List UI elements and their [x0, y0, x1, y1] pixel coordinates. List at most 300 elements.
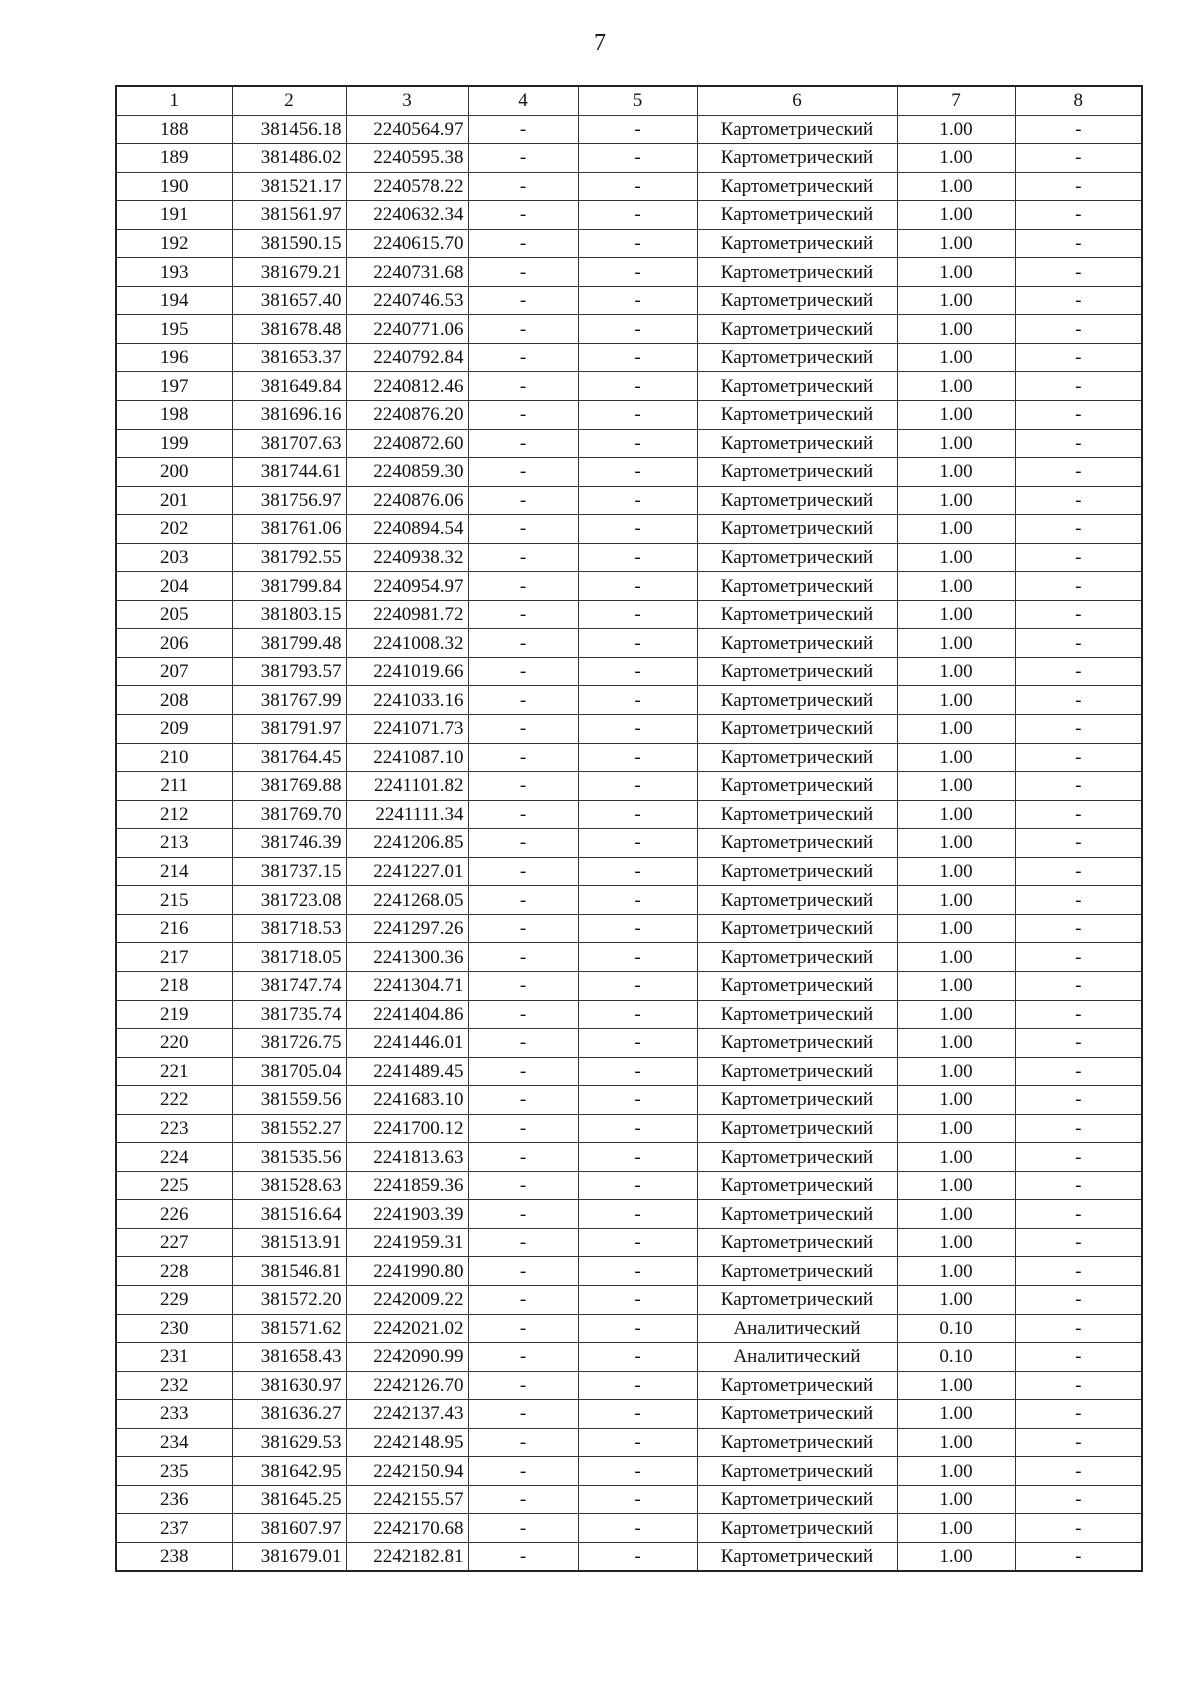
- table-cell: -: [468, 1143, 578, 1172]
- table-cell: 381735.74: [232, 1000, 346, 1029]
- table-cell: 2241268.05: [346, 886, 468, 915]
- table-cell: Картометрический: [697, 343, 897, 372]
- table-cell: -: [468, 372, 578, 401]
- table-cell: 1.00: [897, 857, 1015, 886]
- table-cell: 381769.88: [232, 772, 346, 801]
- table-cell: 1.00: [897, 201, 1015, 230]
- table-cell: 2242182.81: [346, 1542, 468, 1571]
- table-cell: 1.00: [897, 1057, 1015, 1086]
- table-cell: -: [1015, 1485, 1142, 1514]
- table-cell: 2241304.71: [346, 971, 468, 1000]
- table-cell: -: [468, 971, 578, 1000]
- table-cell: -: [468, 401, 578, 430]
- table-cell: -: [1015, 1285, 1142, 1314]
- table-cell: Картометрический: [697, 372, 897, 401]
- table-cell: -: [1015, 1000, 1142, 1029]
- table-cell: 1.00: [897, 1000, 1015, 1029]
- table-cell: Картометрический: [697, 1143, 897, 1172]
- table-cell: 2240595.38: [346, 144, 468, 173]
- table-row: [116, 401, 1142, 430]
- table-cell: 381744.61: [232, 458, 346, 487]
- table-row: [116, 1057, 1142, 1086]
- table-cell: 2242150.94: [346, 1457, 468, 1486]
- table-cell: 2240792.84: [346, 343, 468, 372]
- table-cell: -: [468, 1285, 578, 1314]
- table-cell: 1.00: [897, 572, 1015, 601]
- table-cell: 233: [116, 1400, 232, 1429]
- table-cell: 1.00: [897, 1428, 1015, 1457]
- table-cell: 217: [116, 943, 232, 972]
- table-cell: Картометрический: [697, 429, 897, 458]
- table-cell: 381630.97: [232, 1371, 346, 1400]
- table-row: [116, 172, 1142, 201]
- table-cell: -: [578, 1029, 697, 1058]
- table-row: [116, 914, 1142, 943]
- table-cell: 2241019.66: [346, 657, 468, 686]
- table-row: [116, 1257, 1142, 1286]
- table-cell: -: [1015, 1343, 1142, 1372]
- table-cell: 1.00: [897, 800, 1015, 829]
- table-row: [116, 229, 1142, 258]
- table-cell: 2240564.97: [346, 115, 468, 144]
- table-cell: -: [1015, 372, 1142, 401]
- table-cell: -: [578, 1114, 697, 1143]
- table-cell: Картометрический: [697, 458, 897, 487]
- table-cell: 381528.63: [232, 1171, 346, 1200]
- table-cell: 1.00: [897, 1457, 1015, 1486]
- table-cell: -: [578, 1200, 697, 1229]
- table-cell: 2241300.36: [346, 943, 468, 972]
- table-cell: 1.00: [897, 229, 1015, 258]
- table-cell: 225: [116, 1171, 232, 1200]
- table-cell: 381590.15: [232, 229, 346, 258]
- table-cell: 381657.40: [232, 286, 346, 315]
- table-cell: -: [578, 943, 697, 972]
- table-row: [116, 1029, 1142, 1058]
- table-cell: 381791.97: [232, 715, 346, 744]
- table-cell: -: [578, 1086, 697, 1115]
- table-cell: -: [468, 343, 578, 372]
- table-cell: 198: [116, 401, 232, 430]
- table-cell: -: [1015, 715, 1142, 744]
- table-cell: Картометрический: [697, 1457, 897, 1486]
- table-cell: -: [1015, 971, 1142, 1000]
- table-cell: -: [468, 315, 578, 344]
- table-cell: -: [578, 772, 697, 801]
- table-cell: -: [1015, 1400, 1142, 1429]
- table-cell: Картометрический: [697, 515, 897, 544]
- table-cell: -: [1015, 886, 1142, 915]
- table-cell: 2241446.01: [346, 1029, 468, 1058]
- table-cell: -: [1015, 1542, 1142, 1571]
- table-cell: 381769.70: [232, 800, 346, 829]
- table-cell: 192: [116, 229, 232, 258]
- table-cell: 381678.48: [232, 315, 346, 344]
- table-row: [116, 1200, 1142, 1229]
- table-cell: 2240872.60: [346, 429, 468, 458]
- table-cell: Картометрический: [697, 886, 897, 915]
- table-cell: 1.00: [897, 515, 1015, 544]
- table-cell: Картометрический: [697, 486, 897, 515]
- table-cell: -: [578, 144, 697, 173]
- table-cell: -: [468, 172, 578, 201]
- table-cell: Картометрический: [697, 315, 897, 344]
- table-cell: 208: [116, 686, 232, 715]
- table-row: [116, 144, 1142, 173]
- table-cell: -: [468, 229, 578, 258]
- table-cell: 1.00: [897, 372, 1015, 401]
- table-cell: Картометрический: [697, 286, 897, 315]
- table-cell: -: [468, 600, 578, 629]
- table-cell: Картометрический: [697, 1371, 897, 1400]
- table-row: [116, 1171, 1142, 1200]
- table-cell: 381653.37: [232, 343, 346, 372]
- table-row: [116, 1514, 1142, 1543]
- table-cell: 206: [116, 629, 232, 658]
- table-cell: 2240615.70: [346, 229, 468, 258]
- table-cell: 213: [116, 829, 232, 858]
- table-cell: -: [468, 629, 578, 658]
- table-cell: 1.00: [897, 743, 1015, 772]
- table-cell: -: [468, 1343, 578, 1372]
- table-cell: 236: [116, 1485, 232, 1514]
- table-cell: -: [578, 372, 697, 401]
- table-cell: -: [1015, 1428, 1142, 1457]
- table-cell: -: [578, 1542, 697, 1571]
- table-cell: -: [468, 943, 578, 972]
- table-cell: 189: [116, 144, 232, 173]
- table-cell: 1.00: [897, 1200, 1015, 1229]
- table-cell: 2240894.54: [346, 515, 468, 544]
- table-cell: -: [1015, 1371, 1142, 1400]
- table-cell: 230: [116, 1314, 232, 1343]
- table-cell: 2241489.45: [346, 1057, 468, 1086]
- table-row: [116, 258, 1142, 287]
- table-cell: -: [1015, 572, 1142, 601]
- table-cell: Картометрический: [697, 1171, 897, 1200]
- table-cell: -: [468, 715, 578, 744]
- table-cell: -: [578, 429, 697, 458]
- table-cell: 0.10: [897, 1314, 1015, 1343]
- table-cell: Картометрический: [697, 144, 897, 173]
- table-cell: 1.00: [897, 600, 1015, 629]
- table-cell: Картометрический: [697, 1000, 897, 1029]
- table-cell: -: [468, 1428, 578, 1457]
- table-cell: 224: [116, 1143, 232, 1172]
- table-cell: 381761.06: [232, 515, 346, 544]
- table-cell: 2240938.32: [346, 543, 468, 572]
- table-cell: -: [1015, 800, 1142, 829]
- table-row: [116, 1542, 1142, 1571]
- table-cell: -: [468, 1485, 578, 1514]
- table-cell: 196: [116, 343, 232, 372]
- table-cell: 199: [116, 429, 232, 458]
- table-cell: -: [578, 286, 697, 315]
- table-cell: Картометрический: [697, 1485, 897, 1514]
- table-cell: -: [468, 772, 578, 801]
- table-cell: Картометрический: [697, 1200, 897, 1229]
- table-cell: -: [1015, 1228, 1142, 1257]
- table-cell: -: [1015, 515, 1142, 544]
- table-cell: 202: [116, 515, 232, 544]
- table-cell: -: [578, 1000, 697, 1029]
- table-cell: 381649.84: [232, 372, 346, 401]
- table-cell: -: [468, 258, 578, 287]
- table-row: [116, 600, 1142, 629]
- table-cell: 1.00: [897, 286, 1015, 315]
- table-cell: -: [468, 572, 578, 601]
- table-cell: -: [578, 1228, 697, 1257]
- table-cell: 2242009.22: [346, 1285, 468, 1314]
- table-cell: -: [468, 1086, 578, 1115]
- table-cell: Картометрический: [697, 914, 897, 943]
- table-cell: -: [578, 343, 697, 372]
- coordinates-table: [115, 85, 1143, 1572]
- table-row: [116, 1343, 1142, 1372]
- table-cell: 381561.97: [232, 201, 346, 230]
- table-cell: Картометрический: [697, 543, 897, 572]
- table-cell: -: [1015, 629, 1142, 658]
- column-header: 5: [578, 86, 697, 115]
- table-cell: -: [468, 886, 578, 915]
- table-cell: Картометрический: [697, 1514, 897, 1543]
- table-cell: 381767.99: [232, 686, 346, 715]
- table-cell: Картометрический: [697, 629, 897, 658]
- table-cell: 381535.56: [232, 1143, 346, 1172]
- table-cell: 212: [116, 800, 232, 829]
- table-cell: 381679.21: [232, 258, 346, 287]
- table-cell: 1.00: [897, 914, 1015, 943]
- table-cell: -: [468, 429, 578, 458]
- table-cell: -: [468, 914, 578, 943]
- table-cell: -: [1015, 1314, 1142, 1343]
- table-cell: -: [578, 657, 697, 686]
- table-cell: 1.00: [897, 543, 1015, 572]
- table-cell: -: [578, 1314, 697, 1343]
- table-row: [116, 115, 1142, 144]
- table-cell: -: [578, 629, 697, 658]
- table-cell: 1.00: [897, 715, 1015, 744]
- table-cell: Картометрический: [697, 1029, 897, 1058]
- table-cell: 228: [116, 1257, 232, 1286]
- table-cell: -: [578, 1485, 697, 1514]
- table-cell: 1.00: [897, 1029, 1015, 1058]
- table-cell: -: [578, 172, 697, 201]
- table-row: [116, 429, 1142, 458]
- table-cell: 1.00: [897, 1514, 1015, 1543]
- table-row: [116, 1371, 1142, 1400]
- table-cell: 381607.97: [232, 1514, 346, 1543]
- table-cell: Картометрический: [697, 1400, 897, 1429]
- table-cell: 2240632.34: [346, 201, 468, 230]
- table-cell: -: [468, 515, 578, 544]
- table-cell: 1.00: [897, 1143, 1015, 1172]
- table-cell: 1.00: [897, 1371, 1015, 1400]
- table-row: [116, 1428, 1142, 1457]
- table-cell: -: [1015, 201, 1142, 230]
- table-cell: 381572.20: [232, 1285, 346, 1314]
- table-cell: -: [468, 115, 578, 144]
- table-cell: 2241859.36: [346, 1171, 468, 1200]
- table-cell: -: [468, 458, 578, 487]
- table-cell: 1.00: [897, 629, 1015, 658]
- table-row: [116, 971, 1142, 1000]
- table-cell: Картометрический: [697, 1428, 897, 1457]
- table-cell: -: [578, 572, 697, 601]
- table-cell: 215: [116, 886, 232, 915]
- table-cell: 2241683.10: [346, 1086, 468, 1115]
- table-cell: 195: [116, 315, 232, 344]
- table-cell: 188: [116, 115, 232, 144]
- table-row: [116, 686, 1142, 715]
- table-row: [116, 629, 1142, 658]
- table-cell: 1.00: [897, 829, 1015, 858]
- table-cell: 2241903.39: [346, 1200, 468, 1229]
- table-cell: 381629.53: [232, 1428, 346, 1457]
- table-cell: Картометрический: [697, 829, 897, 858]
- table-cell: -: [468, 1000, 578, 1029]
- table-cell: 1.00: [897, 1485, 1015, 1514]
- table-cell: 381658.43: [232, 1343, 346, 1372]
- table-cell: -: [468, 829, 578, 858]
- table-cell: 2240731.68: [346, 258, 468, 287]
- table-cell: Картометрический: [697, 1228, 897, 1257]
- table-cell: 2242021.02: [346, 1314, 468, 1343]
- table-cell: Картометрический: [697, 1285, 897, 1314]
- table-cell: 2241087.10: [346, 743, 468, 772]
- table-cell: 381636.27: [232, 1400, 346, 1429]
- table-row: [116, 772, 1142, 801]
- table-cell: 235: [116, 1457, 232, 1486]
- table-cell: 1.00: [897, 1114, 1015, 1143]
- table-cell: 1.00: [897, 258, 1015, 287]
- table-cell: 1.00: [897, 486, 1015, 515]
- table-cell: 218: [116, 971, 232, 1000]
- table-cell: 2241227.01: [346, 857, 468, 886]
- table-cell: 381559.56: [232, 1086, 346, 1115]
- table-cell: Картометрический: [697, 1086, 897, 1115]
- table-cell: -: [1015, 943, 1142, 972]
- table-cell: -: [578, 543, 697, 572]
- table-cell: 2242137.43: [346, 1400, 468, 1429]
- table-row: [116, 943, 1142, 972]
- table-cell: 2240812.46: [346, 372, 468, 401]
- table-cell: 219: [116, 1000, 232, 1029]
- table-row: [116, 715, 1142, 744]
- table-cell: -: [578, 886, 697, 915]
- table-cell: 1.00: [897, 1285, 1015, 1314]
- table-cell: -: [468, 1542, 578, 1571]
- table-cell: 2242170.68: [346, 1514, 468, 1543]
- table-cell: 381645.25: [232, 1485, 346, 1514]
- table-cell: 201: [116, 486, 232, 515]
- table-cell: 2242126.70: [346, 1371, 468, 1400]
- table-cell: Картометрический: [697, 1257, 897, 1286]
- table-cell: -: [1015, 144, 1142, 173]
- table-cell: 2241008.32: [346, 629, 468, 658]
- table-cell: 381726.75: [232, 1029, 346, 1058]
- table-cell: 1.00: [897, 1257, 1015, 1286]
- table-cell: 2240876.06: [346, 486, 468, 515]
- table-row: [116, 315, 1142, 344]
- table-cell: -: [1015, 829, 1142, 858]
- table-cell: 2240981.72: [346, 600, 468, 629]
- table-cell: 381803.15: [232, 600, 346, 629]
- table-cell: 381718.05: [232, 943, 346, 972]
- table-cell: 1.00: [897, 343, 1015, 372]
- column-header: 1: [116, 86, 232, 115]
- table-cell: 381705.04: [232, 1057, 346, 1086]
- table-cell: 1.00: [897, 115, 1015, 144]
- table-row: [116, 515, 1142, 544]
- table-cell: 381756.97: [232, 486, 346, 515]
- column-header: 8: [1015, 86, 1142, 115]
- table-cell: -: [578, 600, 697, 629]
- table-cell: -: [1015, 1457, 1142, 1486]
- table-row: [116, 458, 1142, 487]
- table-cell: 207: [116, 657, 232, 686]
- table-cell: 2240876.20: [346, 401, 468, 430]
- table-cell: 381546.81: [232, 1257, 346, 1286]
- table-cell: 2240578.22: [346, 172, 468, 201]
- table-cell: 381723.08: [232, 886, 346, 915]
- table-cell: 211: [116, 772, 232, 801]
- table-cell: 381764.45: [232, 743, 346, 772]
- table-cell: 1.00: [897, 144, 1015, 173]
- table-cell: Картометрический: [697, 258, 897, 287]
- table-cell: 2241101.82: [346, 772, 468, 801]
- table-cell: -: [1015, 743, 1142, 772]
- table-cell: -: [1015, 686, 1142, 715]
- table-row: [116, 543, 1142, 572]
- table-cell: -: [468, 1514, 578, 1543]
- table-row: [116, 1114, 1142, 1143]
- table-cell: 381642.95: [232, 1457, 346, 1486]
- table-cell: -: [468, 486, 578, 515]
- table-cell: 214: [116, 857, 232, 886]
- table-row: [116, 572, 1142, 601]
- table-cell: -: [578, 258, 697, 287]
- table-cell: 216: [116, 914, 232, 943]
- column-header: 4: [468, 86, 578, 115]
- table-cell: -: [578, 971, 697, 1000]
- table-row: [116, 829, 1142, 858]
- table-cell: -: [468, 657, 578, 686]
- table-cell: -: [1015, 229, 1142, 258]
- table-cell: 2241033.16: [346, 686, 468, 715]
- table-cell: Картометрический: [697, 857, 897, 886]
- table-cell: 1.00: [897, 772, 1015, 801]
- table-cell: -: [578, 1285, 697, 1314]
- table-cell: -: [468, 1400, 578, 1429]
- table-cell: 381746.39: [232, 829, 346, 858]
- table-cell: -: [1015, 458, 1142, 487]
- table-row: [116, 1485, 1142, 1514]
- table-cell: 2241111.34: [346, 800, 468, 829]
- table-cell: 203: [116, 543, 232, 572]
- table-cell: -: [1015, 401, 1142, 430]
- table-cell: -: [468, 1314, 578, 1343]
- table-cell: -: [1015, 657, 1142, 686]
- column-header: 2: [232, 86, 346, 115]
- table-cell: Картометрический: [697, 800, 897, 829]
- table-row: [116, 1143, 1142, 1172]
- table-cell: -: [1015, 1114, 1142, 1143]
- table-row: [116, 657, 1142, 686]
- table-row: [116, 1285, 1142, 1314]
- table-cell: 381792.55: [232, 543, 346, 572]
- table-cell: 381737.15: [232, 857, 346, 886]
